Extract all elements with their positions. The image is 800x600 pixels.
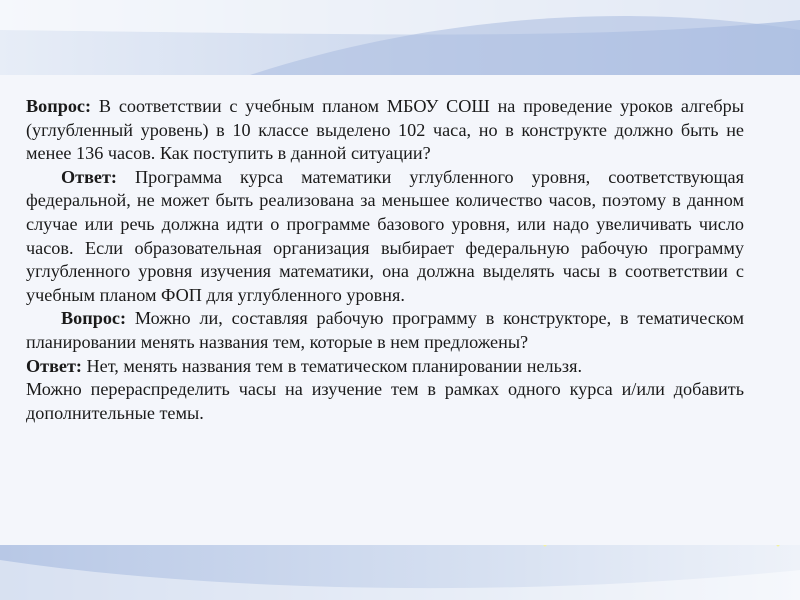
answer-2-continued: [26, 378, 744, 425]
question-1: [26, 95, 744, 166]
answer-label: Ответ:: [26, 355, 82, 376]
question-label: Вопрос:: [26, 96, 92, 116]
answer-1: [26, 166, 744, 308]
answer-text: Нет, менять названия тем в тематическом планировании нельзя.: [81, 355, 582, 376]
answer-label: Ответ:: [61, 166, 117, 187]
question-label: Вопрос:: [61, 308, 127, 329]
answer-text: Можно перераспределить часы на изучение тем в рамках одного курса и/или добавить дополнительные темы.: [26, 379, 744, 423]
question-text: В соответствии с учебным планом МБОУ СОШ на проведение уроков алгебры (углубленный уровень) в 10 классе выделено 102 часа, но в конструкте должно быть не менее 136 часов. Как поступить в данной ситуации?: [26, 96, 744, 164]
qa-text: [26, 95, 744, 425]
question-text: Можно ли, составляя рабочую программу в конструкторе, в тематическом планировании менять названия тем, которые в нем предложены?: [26, 308, 744, 352]
question-2: [26, 307, 744, 354]
answer-text: Программа курса математики углубленного уровня, соответствующая федеральной, не может быть реализована за меньшее количество часов, поэтому в данном случае или речь должна идти о программе базового уровня, или надо увеличивать число часов. Если образовательная организация выбирает федеральную рабочую программу углубленного уровня изучения математики, она должна выделять часы в соответствии с учебным планом ФОП для углубленного уровня.: [26, 166, 744, 305]
answer-2: [26, 355, 744, 379]
